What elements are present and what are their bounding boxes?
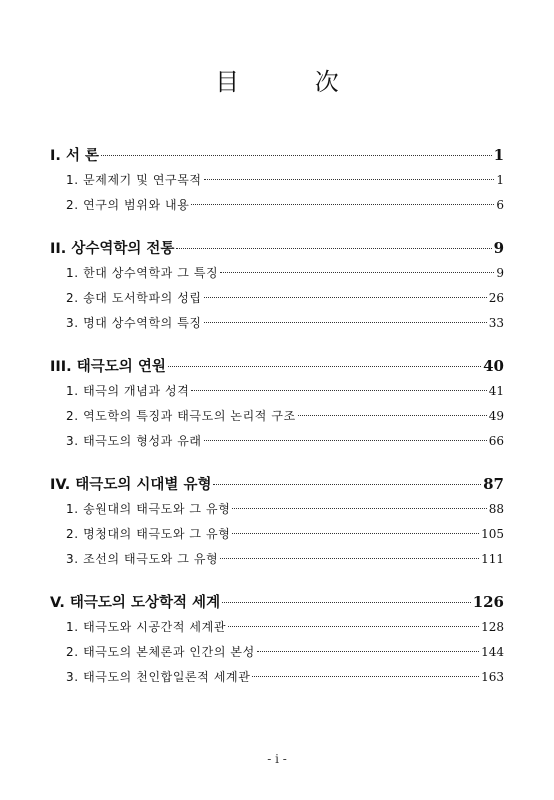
chapter-page-number: 9: [493, 239, 504, 257]
chapter-title: II. 상수역학의 전통: [50, 241, 175, 257]
section-page-number: 1: [496, 173, 504, 187]
chapter-heading[interactable]: [50, 589, 504, 615]
dot-leader: [204, 440, 487, 441]
section-page-number: 49: [488, 409, 504, 423]
section-page-number: 9: [496, 266, 504, 280]
chapter-title: III. 태극도의 연원: [50, 359, 166, 375]
chapter-page-number: 126: [472, 593, 504, 611]
section-entry[interactable]: [50, 497, 504, 522]
chapter-heading[interactable]: [50, 142, 504, 168]
section-title: 2. 명청대의 태극도와 그 유형: [66, 527, 231, 541]
section-page-number: 26: [488, 291, 504, 305]
section-page-number: 111: [481, 552, 504, 566]
dot-leader: [298, 415, 487, 416]
dot-leader: [232, 508, 486, 509]
section-title: 1. 송원대의 태극도와 그 유형: [66, 502, 231, 516]
chapter-title: V. 태극도의 도상학적 세계: [50, 595, 221, 611]
dot-leader: [257, 651, 479, 652]
section-entry[interactable]: [50, 640, 504, 665]
section-page-number: 105: [481, 527, 504, 541]
section-page-number: 6: [496, 198, 504, 212]
section-title: 1. 태극의 개념과 성격: [66, 384, 190, 398]
chapter-1: [50, 142, 504, 218]
chapter-page-number: 40: [483, 357, 504, 375]
section-title: 3. 명대 상수역학의 특징: [66, 316, 202, 330]
dot-leader: [220, 558, 479, 559]
section-entry[interactable]: [50, 522, 504, 547]
chapter-heading[interactable]: [50, 353, 504, 379]
section-entry[interactable]: [50, 665, 504, 690]
section-page-number: 41: [488, 384, 504, 398]
section-title: 1. 태극도와 시공간적 세계관: [66, 620, 227, 634]
dot-leader: [101, 155, 492, 156]
dot-leader: [213, 484, 481, 485]
section-entry[interactable]: [50, 615, 504, 640]
section-page-number: 163: [481, 670, 504, 684]
section-title: 1. 문제제기 및 연구목적: [66, 173, 202, 187]
section-title: 2. 송대 도서학파의 성립: [66, 291, 202, 305]
chapter-5: [50, 589, 504, 690]
section-page-number: 88: [488, 502, 504, 516]
section-page-number: 144: [481, 645, 504, 659]
section-title: 3. 조선의 태극도와 그 유형: [66, 552, 219, 566]
chapter-4: [50, 471, 504, 572]
dot-leader: [204, 322, 487, 323]
section-entry[interactable]: [50, 311, 504, 336]
dot-leader: [222, 602, 471, 603]
section-entry[interactable]: [50, 379, 504, 404]
chapter-3: [50, 353, 504, 454]
section-title: 1. 한대 상수역학과 그 특징: [66, 266, 219, 280]
section-page-number: 33: [488, 316, 504, 330]
page-number-footer: - i -: [267, 752, 287, 766]
section-entry[interactable]: [50, 429, 504, 454]
dot-leader: [220, 272, 494, 273]
section-title: 3. 태극도의 천인합일론적 세계관: [66, 670, 251, 684]
section-entry[interactable]: [50, 193, 504, 218]
section-entry[interactable]: [50, 547, 504, 572]
section-title: 3. 태극도의 형성과 유래: [66, 434, 202, 448]
section-page-number: 128: [481, 620, 504, 634]
dot-leader: [204, 179, 495, 180]
dot-leader: [168, 366, 481, 367]
chapter-page-number: 1: [493, 146, 504, 164]
section-page-number: 66: [488, 434, 504, 448]
page-title: 目 次: [215, 68, 373, 96]
section-title: 2. 태극도의 본체론과 인간의 본성: [66, 645, 255, 659]
chapter-heading[interactable]: [50, 235, 504, 261]
section-entry[interactable]: [50, 168, 504, 193]
dot-leader: [252, 676, 479, 677]
section-title: 2. 연구의 범위와 내용: [66, 198, 190, 212]
section-entry[interactable]: [50, 261, 504, 286]
chapter-heading[interactable]: [50, 471, 504, 497]
dot-leader: [204, 297, 487, 298]
dot-leader: [228, 626, 479, 627]
dot-leader: [191, 204, 494, 205]
section-entry[interactable]: [50, 404, 504, 429]
section-title: 2. 역도학의 특징과 태극도의 논리적 구조: [66, 409, 296, 423]
chapter-title: IV. 태극도의 시대별 유형: [50, 477, 212, 493]
dot-leader: [191, 390, 486, 391]
chapter-2: [50, 235, 504, 336]
dot-leader: [176, 248, 491, 249]
dot-leader: [232, 533, 479, 534]
chapter-title: I. 서 론: [50, 148, 100, 164]
chapter-page-number: 87: [483, 475, 504, 493]
section-entry[interactable]: [50, 286, 504, 311]
table-of-contents: [50, 142, 504, 707]
